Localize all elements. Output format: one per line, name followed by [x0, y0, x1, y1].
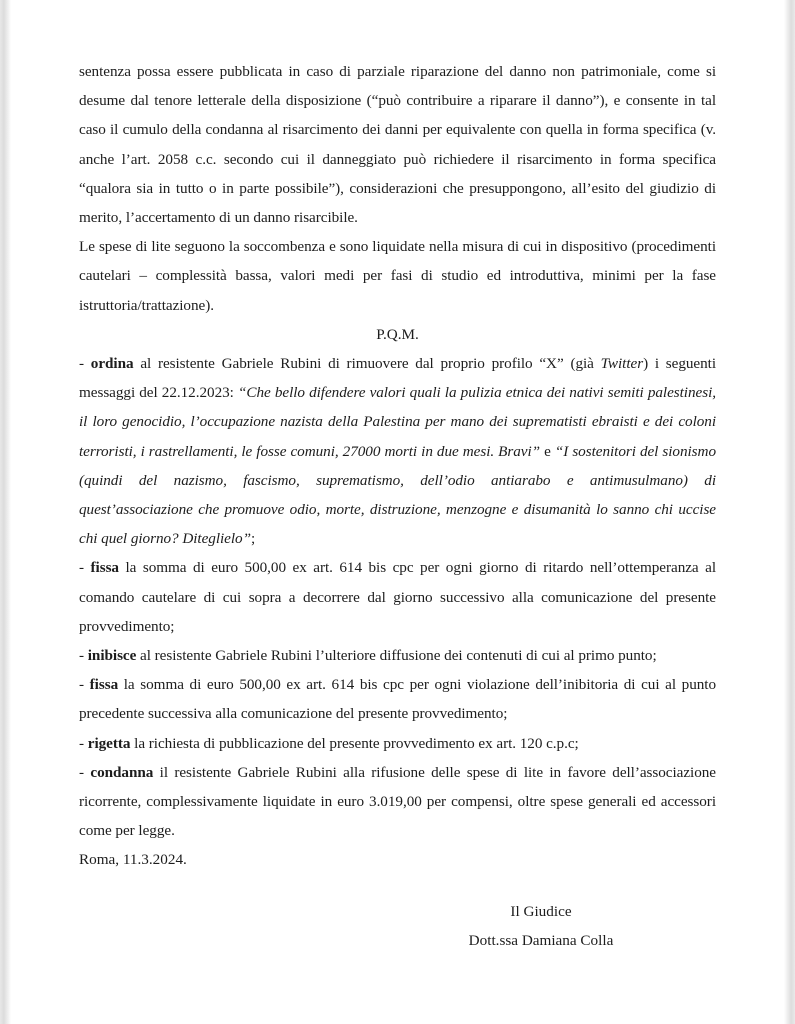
page-edge-right — [784, 0, 795, 1024]
list-marker: - — [79, 355, 85, 373]
dispositive-item-fissa-1 — [79, 553, 716, 641]
list-marker: - — [79, 734, 85, 752]
list-marker: - — [79, 647, 85, 665]
dispositive-item-rigetta — [79, 729, 716, 758]
keyword-rigetta: rigetta — [87, 734, 131, 752]
rigetta-text: la richiesta di pubblicazione del presente provvedimento ex art. 120 c.p.c; — [130, 734, 579, 752]
keyword-fissa: fissa — [90, 559, 119, 577]
place-and-date: Roma, 11.3.2024. — [79, 851, 187, 869]
signature-block — [376, 897, 706, 955]
inibisce-text: al resistente Gabriele Rubini l’ulteriore diffusione dei contenuti di cui al primo punto; — [136, 647, 657, 665]
quoted-message-1: Che bello difendere valori quali la pulizia etnica dei nativi semiti palestinesi, il loro genocidio, l’occupazione nazista della Palestina per mano dei suprematisti ebraisti e dei coloni terroristi, i rastrellamenti, le fosse comuni, 27000 morti in due mesi. Bravi — [79, 384, 716, 460]
keyword-condanna: condanna — [90, 763, 154, 781]
list-marker: - — [79, 559, 85, 577]
dispositive-item-fissa-2 — [79, 670, 716, 728]
document-text-column — [79, 57, 716, 955]
keyword-fissa: fissa — [89, 676, 119, 694]
list-marker: - — [79, 676, 85, 694]
fissa-1-text: la somma di euro 500,00 ex art. 614 bis cpc per ogni giorno di ritardo nell’ottemperanza al comando cautelare di cui sopra a decorrere dal giorno successivo alla comunicazione del presente provvedimento; — [79, 559, 716, 635]
quoted-message-2: I sostenitori del sionismo (quindi del nazismo, fascismo, suprematismo, dell’odio antiarabo e antimusulmano) di quest’associazione che promuove odio, morte, distruzione, menzogne e disumanità lo sanno chi uccise chi quel giorno? Diteglielo — [79, 442, 717, 548]
dispositive-item-inibisce — [79, 641, 716, 670]
condanna-text: il resistente Gabriele Rubini alla rifusione delle spese di lite in favore dell’associazione ricorrente, complessivamente liquidate in euro 3.019,00 per compensi, oltre spese generali ed accessori come per legge. — [79, 763, 717, 840]
dispositive-item-condanna — [79, 758, 716, 846]
ordina-after-brand: ) i seguenti messaggi del 22.12.2023: — [79, 355, 717, 402]
ordina-lead: al resistente Gabriele Rubini di rimuovere dal proprio profilo “X” (già — [133, 355, 601, 373]
list-marker: - — [79, 763, 85, 781]
fissa-2-text: la somma di euro 500,00 ex art. 614 bis cpc per ogni violazione dell’inibitoria di cui al punto precedente successiva alla comunicazione del presente provvedimento; — [79, 676, 716, 723]
paragraph-continuation: sentenza possa essere pubblicata in caso di parziale riparazione del danno non patrimoniale, come si desume dal tenore letterale della disposizione (“può contribuire a riparare il danno”), e consente in tal caso il cumulo della condanna al risarcimento dei danni per equivalente con quella in forma specifica (v. anche l’art. 2058 c.c. secondo cui il danneggiato può richiedere il risarcimento in forma specifica “qualora sia in tutto o in parte possibile”), considerazioni che presuppongono, all’esito del giudizio di merito, l’accertamento di un danno risarcibile. — [79, 63, 716, 227]
paragraph-legal-costs: Le spese di lite seguono la soccombenza e sono liquidate nella misura di cui in dispositivo (procedimenti cautelari – complessità bassa, valori medi per fasi di studio ed introduttiva, minimi per la fase istruttoria/trattazione). — [79, 238, 716, 314]
signature-name: Dott.ssa Damiana Colla — [468, 931, 614, 949]
quote-open-2: “ — [554, 442, 564, 460]
quote-open-1: “ — [237, 384, 247, 402]
ordina-tail: ; — [250, 530, 256, 548]
quote-connector: e — [540, 442, 555, 460]
brand-twitter: Twitter — [600, 355, 644, 373]
page-edge-left — [0, 0, 11, 1024]
pqm-heading: P.Q.M. — [376, 325, 419, 343]
keyword-inibisce: inibisce — [87, 647, 137, 665]
quote-close-1: ” — [531, 442, 541, 460]
keyword-ordina: ordina — [90, 355, 134, 373]
quote-close-2: ” — [242, 530, 251, 548]
dispositive-item-ordina — [79, 349, 716, 553]
signature-role: Il Giudice — [510, 902, 572, 920]
